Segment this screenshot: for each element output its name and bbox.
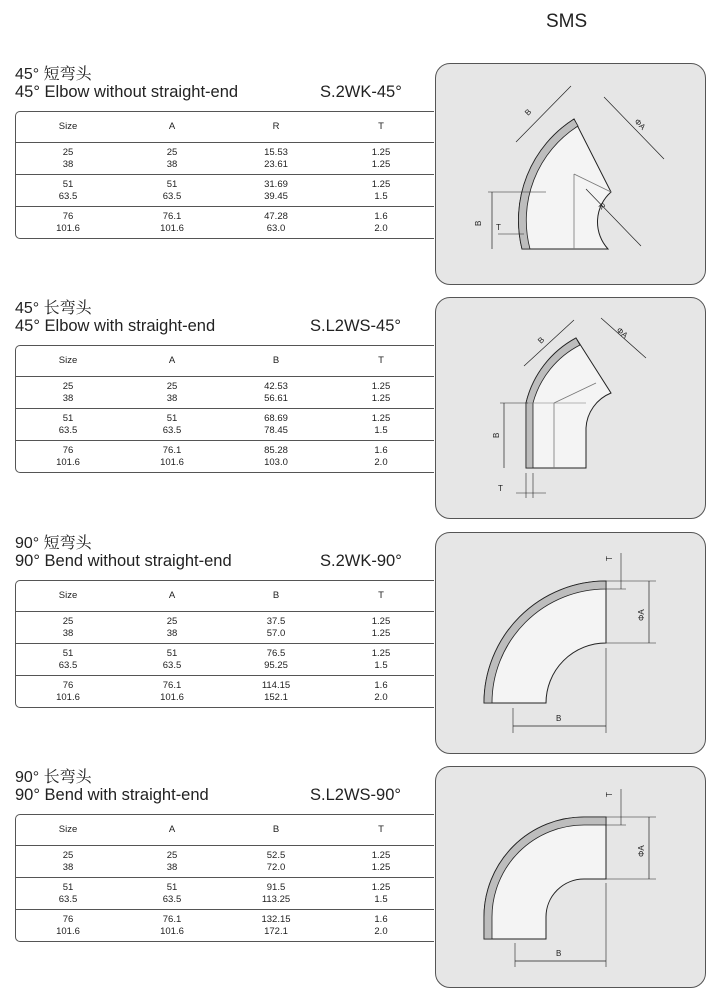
cell-t: 1.6 2.0 xyxy=(374,913,388,937)
spec-table xyxy=(15,111,434,239)
brand-label: SMS xyxy=(546,11,588,32)
header-a: A xyxy=(168,355,176,366)
cell-t: 1.25 1.5 xyxy=(371,881,391,905)
cell-t: 1.25 1.5 xyxy=(371,647,391,671)
spec-table xyxy=(15,580,434,708)
dim-label-b: B xyxy=(556,714,562,723)
header-size: Size xyxy=(58,121,78,132)
cell-a: 25 38 xyxy=(166,380,178,404)
product-code: S.L2WS-45° xyxy=(310,317,401,335)
section-cn-title: 45° 长弯头 xyxy=(15,300,92,317)
cell-size: 76 101.6 xyxy=(56,210,80,234)
section-45-elbow-long xyxy=(0,295,718,520)
header-b: B xyxy=(272,824,280,835)
dim-label-a: ΦA xyxy=(637,845,646,857)
product-code: S.2WK-90° xyxy=(320,552,402,570)
dim-label-b2: B xyxy=(474,220,483,226)
cell-size: 76 101.6 xyxy=(56,444,80,468)
dim-label-t: T xyxy=(605,556,614,561)
drawing-panel xyxy=(435,532,706,754)
cell-b: 42.53 56.61 xyxy=(264,380,288,404)
cell-b: 37.5 57.0 xyxy=(266,615,286,639)
drawing-panel xyxy=(435,766,706,988)
dim-label-a: ΦA xyxy=(632,117,648,132)
elbow-45-long-drawing xyxy=(436,298,705,518)
cell-a: 25 38 xyxy=(166,146,178,170)
table-row xyxy=(16,643,434,675)
dim-label-r: R xyxy=(596,201,608,212)
section-en-title: 90° Bend with straight-end xyxy=(15,786,209,804)
section-cn-title: 90° 长弯头 xyxy=(15,769,92,786)
cell-t: 1.25 1.25 xyxy=(371,146,391,170)
header-t: T xyxy=(378,121,384,132)
elbow-45-short-drawing xyxy=(436,64,705,284)
header-r: R xyxy=(272,121,280,132)
header-t: T xyxy=(378,355,384,366)
cell-b: 68.69 78.45 xyxy=(264,412,288,436)
header-b: B xyxy=(272,355,280,366)
cell-a: 25 38 xyxy=(166,849,178,873)
dim-label-a: ΦA xyxy=(614,325,630,341)
cell-size: 25 38 xyxy=(62,615,74,639)
dim-label-b: B xyxy=(523,107,534,118)
cell-b: 85.28 103.0 xyxy=(264,444,288,468)
cell-t: 1.6 2.0 xyxy=(374,444,388,468)
cell-a: 25 38 xyxy=(166,615,178,639)
cell-a: 51 63.5 xyxy=(162,412,182,436)
dim-label-b2: B xyxy=(492,432,501,438)
table-row xyxy=(16,142,434,174)
section-45-elbow-short xyxy=(0,61,718,286)
table-row xyxy=(16,845,434,877)
cell-r: 31.69 39.45 xyxy=(264,178,288,202)
header-a: A xyxy=(168,590,176,601)
cell-size: 51 63.5 xyxy=(58,881,78,905)
drawing-panel xyxy=(435,63,706,285)
table-row xyxy=(16,909,434,941)
section-en-title: 45° Elbow without straight-end xyxy=(15,83,239,101)
header-size: Size xyxy=(58,824,78,835)
cell-size: 76 101.6 xyxy=(56,913,80,937)
cell-r: 15.53 23.61 xyxy=(264,146,288,170)
table-row xyxy=(16,440,434,472)
cell-t: 1.25 1.25 xyxy=(371,615,391,639)
cell-size: 76 101.6 xyxy=(56,679,80,703)
header-a: A xyxy=(168,824,176,835)
cell-size: 25 38 xyxy=(62,146,74,170)
product-code: S.2WK-45° xyxy=(320,83,402,101)
cell-a: 76.1 101.6 xyxy=(160,679,184,703)
header-size: Size xyxy=(58,355,78,366)
cell-b: 91.5 113.25 xyxy=(261,881,291,905)
cell-b: 76.5 95.25 xyxy=(264,647,288,671)
table-header-row xyxy=(16,581,434,611)
header-b: B xyxy=(272,590,280,601)
table-row xyxy=(16,408,434,440)
dim-label-a: ΦA xyxy=(637,609,646,621)
table-row xyxy=(16,174,434,206)
cell-r: 47.28 63.0 xyxy=(264,210,288,234)
cell-a: 51 63.5 xyxy=(162,647,182,671)
cell-b: 132.15 172.1 xyxy=(261,913,291,937)
header-a: A xyxy=(168,121,176,132)
drawing-panel xyxy=(435,297,706,519)
cell-a: 76.1 101.6 xyxy=(160,444,184,468)
cell-a: 51 63.5 xyxy=(162,178,182,202)
table-row xyxy=(16,611,434,643)
cell-t: 1.25 1.5 xyxy=(371,178,391,202)
cell-size: 51 63.5 xyxy=(58,178,78,202)
cell-size: 51 63.5 xyxy=(58,647,78,671)
cell-t: 1.6 2.0 xyxy=(374,679,388,703)
table-header-row xyxy=(16,112,434,142)
table-header-row xyxy=(16,346,434,376)
spec-table xyxy=(15,345,434,473)
table-row xyxy=(16,675,434,707)
section-90-bend-short xyxy=(0,530,718,755)
cell-size: 25 38 xyxy=(62,380,74,404)
cell-b: 114.15 152.1 xyxy=(261,679,291,703)
dim-label-t: T xyxy=(498,484,503,493)
section-en-title: 90° Bend without straight-end xyxy=(15,552,232,570)
product-code: S.L2WS-90° xyxy=(310,786,401,804)
table-header-row xyxy=(16,815,434,845)
table-row xyxy=(16,206,434,238)
dim-label-b: B xyxy=(536,335,547,346)
cell-t: 1.25 1.25 xyxy=(371,380,391,404)
cell-t: 1.25 1.25 xyxy=(371,849,391,873)
dim-label-t: T xyxy=(496,223,501,232)
header-t: T xyxy=(378,824,384,835)
cell-a: 76.1 101.6 xyxy=(160,913,184,937)
section-cn-title: 90° 短弯头 xyxy=(15,535,92,552)
cell-size: 25 38 xyxy=(62,849,74,873)
bend-90-long-drawing xyxy=(436,767,705,987)
section-cn-title: 45° 短弯头 xyxy=(15,66,92,83)
spec-table xyxy=(15,814,434,942)
header-size: Size xyxy=(58,590,78,601)
table-row xyxy=(16,376,434,408)
cell-size: 51 63.5 xyxy=(58,412,78,436)
bend-90-short-drawing xyxy=(436,533,705,753)
cell-a: 76.1 101.6 xyxy=(160,210,184,234)
table-row xyxy=(16,877,434,909)
header-t: T xyxy=(378,590,384,601)
cell-b: 52.5 72.0 xyxy=(266,849,286,873)
section-90-bend-long xyxy=(0,764,718,989)
dim-label-t: T xyxy=(605,792,614,797)
cell-a: 51 63.5 xyxy=(162,881,182,905)
cell-t: 1.6 2.0 xyxy=(374,210,388,234)
cell-t: 1.25 1.5 xyxy=(371,412,391,436)
section-en-title: 45° Elbow with straight-end xyxy=(15,317,216,335)
dim-label-b: B xyxy=(556,949,562,958)
